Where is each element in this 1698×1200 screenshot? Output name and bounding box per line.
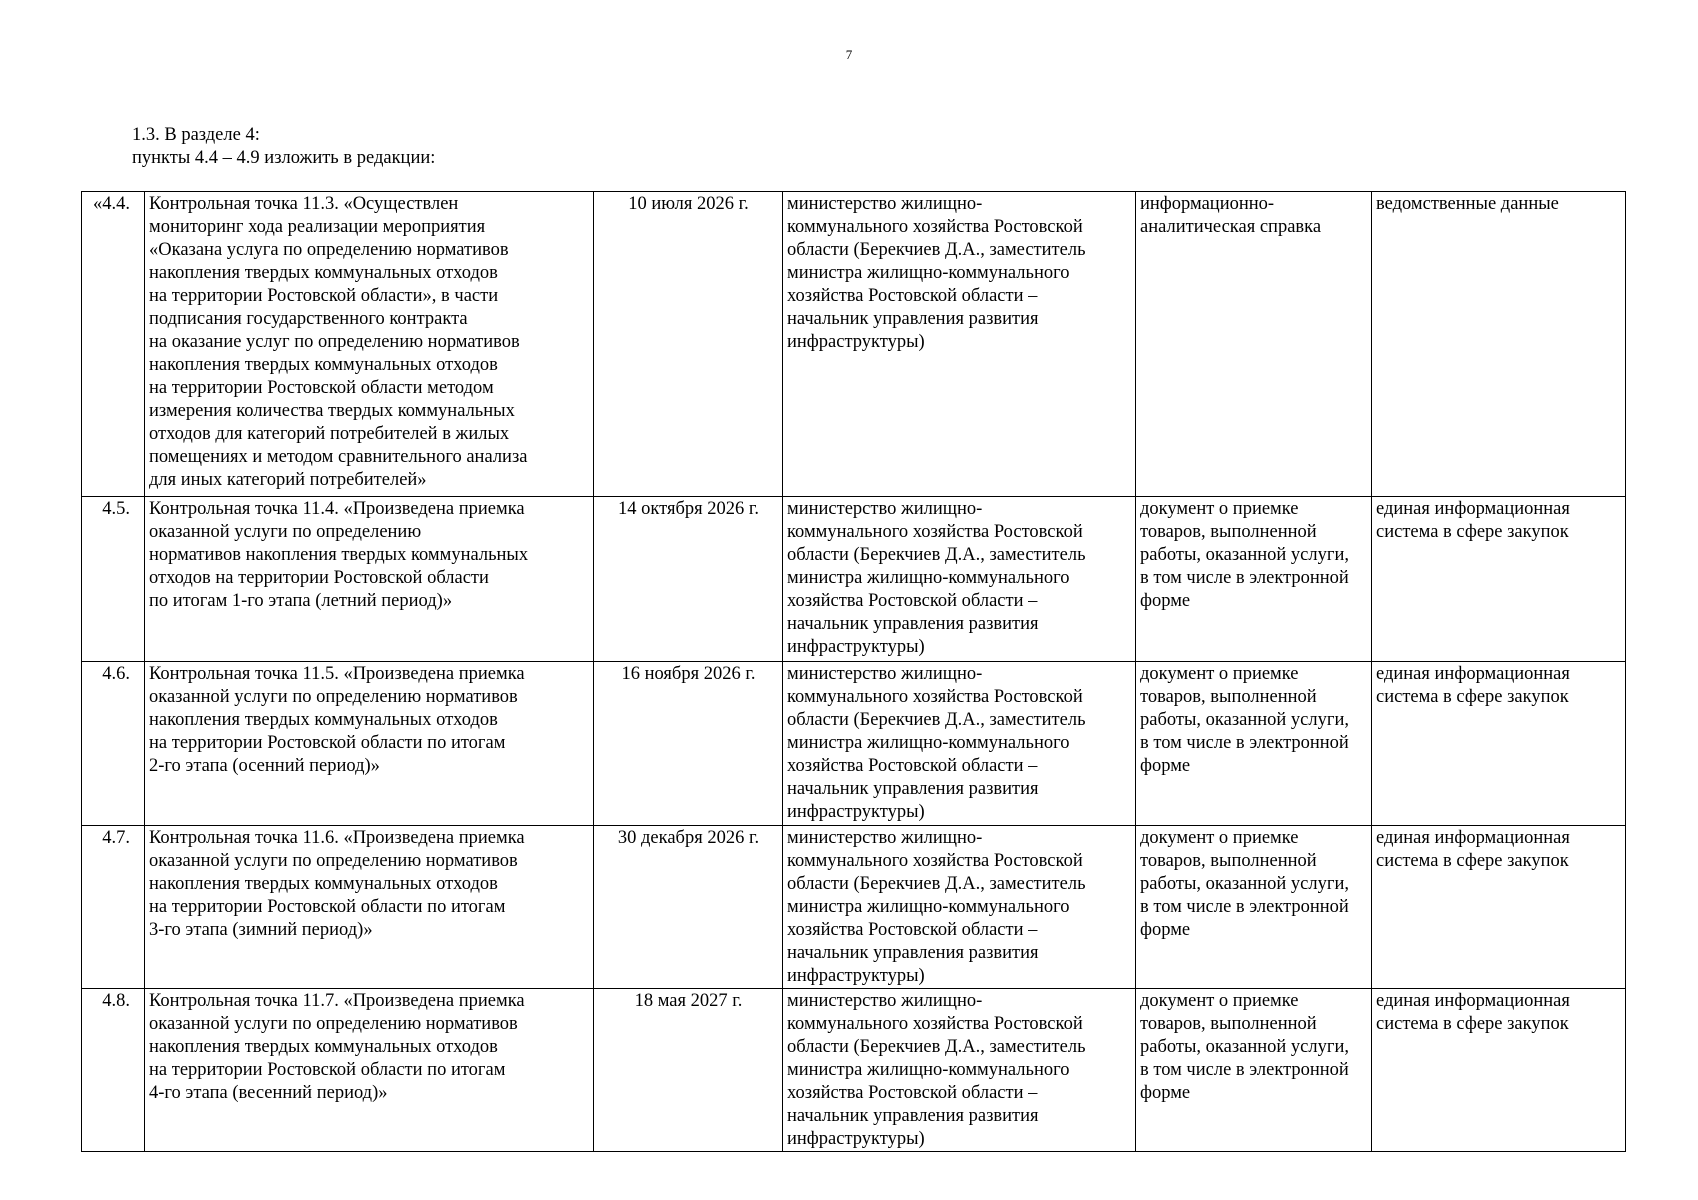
deadline-date: 18 мая 2027 г. xyxy=(594,989,783,1152)
confirming-document: документ о приемке товаров, выполненной работы, оказанной услуги, в том числе в электронной форме xyxy=(1136,826,1372,989)
information-system: единая информационная система в сфере закупок xyxy=(1372,662,1626,826)
responsible-executor: министерство жилищно- коммунального хозяйства Ростовской области (Берекчиев Д.А., заместитель министра жилищно-коммунального хозяйства Ростовской области – начальник управления развития инфраструктуры) xyxy=(783,826,1136,989)
responsible-executor: министерство жилищно- коммунального хозяйства Ростовской области (Берекчиев Д.А., заместитель министра жилищно-коммунального хозяйства Ростовской области – начальник управления развития инфраструктуры) xyxy=(783,497,1136,662)
table-row xyxy=(82,497,1626,662)
information-system: единая информационная система в сфере закупок xyxy=(1372,989,1626,1152)
confirming-document: документ о приемке товаров, выполненной работы, оказанной услуги, в том числе в электронной форме xyxy=(1136,989,1372,1152)
deadline-date: 30 декабря 2026 г. xyxy=(594,826,783,989)
page-number: 7 xyxy=(845,47,853,62)
confirming-document: документ о приемке товаров, выполненной работы, оказанной услуги, в том числе в электронной форме xyxy=(1136,497,1372,662)
intro-line-section: 1.3. В разделе 4: xyxy=(132,125,260,145)
deadline-date: 14 октября 2026 г. xyxy=(594,497,783,662)
row-number: 4.8. xyxy=(82,989,145,1152)
confirming-document: информационно- аналитическая справка xyxy=(1136,192,1372,497)
information-system: единая информационная система в сфере закупок xyxy=(1372,497,1626,662)
table-row xyxy=(82,826,1626,989)
intro-line-items: пункты 4.4 – 4.9 изложить в редакции: xyxy=(132,148,436,168)
responsible-executor: министерство жилищно- коммунального хозяйства Ростовской области (Берекчиев Д.А., заместитель министра жилищно-коммунального хозяйства Ростовской области – начальник управления развития инфраструктуры) xyxy=(783,989,1136,1152)
information-system: единая информационная система в сфере закупок xyxy=(1372,826,1626,989)
information-system: ведомственные данные xyxy=(1372,192,1626,497)
responsible-executor: министерство жилищно- коммунального хозяйства Ростовской области (Берекчиев Д.А., заместитель министра жилищно-коммунального хозяйства Ростовской области – начальник управления развития инфраструктуры) xyxy=(783,192,1136,497)
row-number: 4.6. xyxy=(82,662,145,826)
table-row xyxy=(82,192,1626,497)
intro-text xyxy=(132,124,435,170)
confirming-document: документ о приемке товаров, выполненной работы, оказанной услуги, в том числе в электронной форме xyxy=(1136,662,1372,826)
row-number: 4.5. xyxy=(82,497,145,662)
control-points-table xyxy=(81,191,1626,1152)
control-point-description: Контрольная точка 11.6. «Произведена приемка оказанной услуги по определению нормативов накопления твердых коммунальных отходов на территории Ростовской области по итогам 3-го этапа (зимний период)» xyxy=(145,826,594,989)
control-point-description: Контрольная точка 11.7. «Произведена приемка оказанной услуги по определению нормативов накопления твердых коммунальных отходов на территории Ростовской области по итогам 4-го этапа (весенний период)» xyxy=(145,989,594,1152)
table-row xyxy=(82,989,1626,1152)
deadline-date: 10 июля 2026 г. xyxy=(594,192,783,497)
responsible-executor: министерство жилищно- коммунального хозяйства Ростовской области (Берекчиев Д.А., заместитель министра жилищно-коммунального хозяйства Ростовской области – начальник управления развития инфраструктуры) xyxy=(783,662,1136,826)
control-point-description: Контрольная точка 11.4. «Произведена приемка оказанной услуги по определению нормативов накопления твердых коммунальных отходов на территории Ростовской области по итогам 1-го этапа (летний период)» xyxy=(145,497,594,662)
control-point-description: Контрольная точка 11.5. «Произведена приемка оказанной услуги по определению нормативов накопления твердых коммунальных отходов на территории Ростовской области по итогам 2-го этапа (осенний период)» xyxy=(145,662,594,826)
row-number: 4.7. xyxy=(82,826,145,989)
control-point-description: Контрольная точка 11.3. «Осуществлен мониторинг хода реализации мероприятия «Оказана услуга по определению нормативов накопления твердых коммунальных отходов на территории Ростовской области», в части подписания государственного контракта на оказание услуг по определению нормативов накопления твердых коммунальных отходов на территории Ростовской области методом измерения количества твердых коммунальных отходов для категорий потребителей в жилых помещениях и методом сравнительного анализа для иных категорий потребителей» xyxy=(145,192,594,497)
table-row xyxy=(82,662,1626,826)
row-number: «4.4. xyxy=(82,192,145,497)
deadline-date: 16 ноября 2026 г. xyxy=(594,662,783,826)
